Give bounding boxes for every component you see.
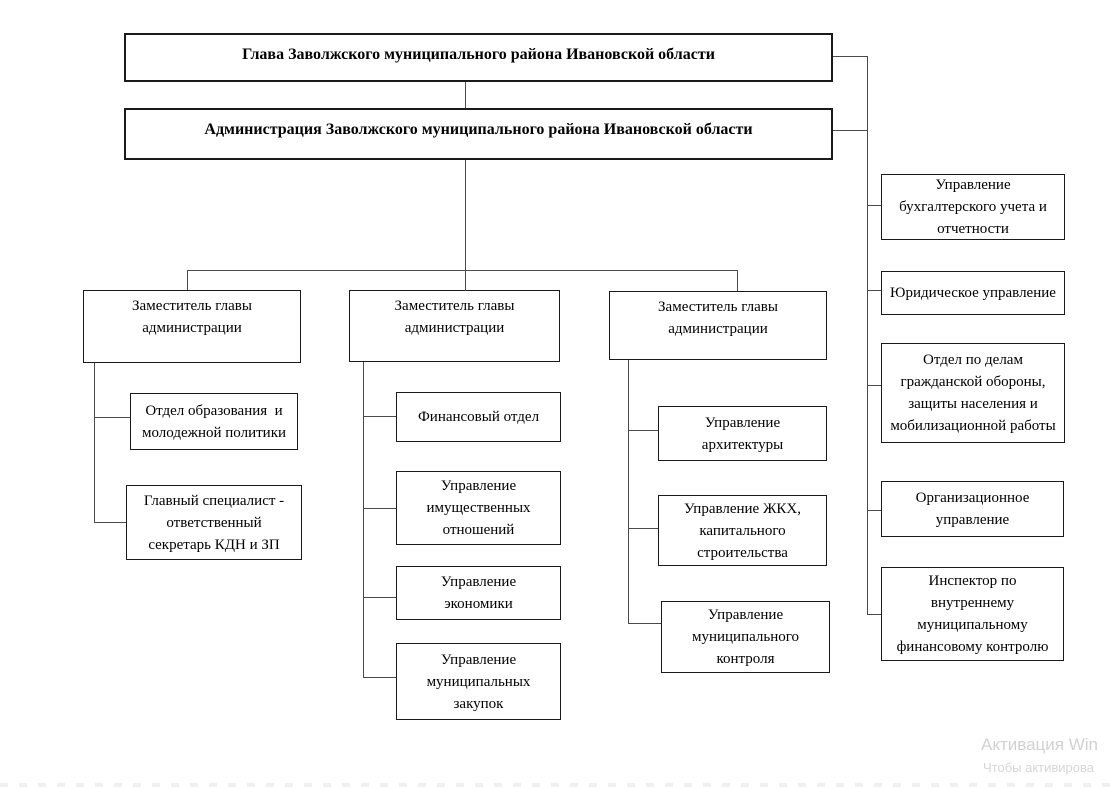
box-line: муниципальных	[426, 673, 531, 690]
connector-stub-property	[363, 508, 396, 509]
box-line: Управление	[440, 651, 517, 668]
connector-deputy3-spine	[628, 360, 629, 623]
box-line: внутреннему	[930, 595, 1015, 611]
connector-stub-economy	[363, 597, 396, 598]
box-line: Заместитель главы	[658, 299, 778, 315]
box-line: Заместитель главы	[394, 298, 515, 314]
org-box-deputy-3	[609, 291, 827, 360]
connector-stub-education	[94, 417, 130, 418]
org-box-finance-dept	[396, 392, 561, 442]
org-box-civil-defense	[881, 343, 1065, 443]
connector-right-trunk	[867, 56, 868, 614]
box-line: Глава Заволжского муниципального района Ивановской области	[242, 46, 715, 63]
connector-stub-legal	[867, 290, 881, 291]
box-line: администрации	[404, 320, 505, 336]
box-line: строительства	[697, 544, 788, 561]
org-box-finance-inspector	[881, 567, 1064, 661]
box-line: муниципального	[691, 629, 800, 645]
box-line: секретарь КДН и ЗП	[148, 536, 280, 553]
connector-stub-organizational	[867, 510, 881, 511]
connector-deputy2-spine	[363, 362, 364, 677]
connector-stub-inspector	[867, 614, 881, 615]
org-box-economy	[396, 566, 561, 620]
box-line: муниципальному	[917, 617, 1028, 633]
org-box-property-relations	[396, 471, 561, 545]
box-line: имущественных	[426, 500, 531, 516]
box-line: Управление	[704, 414, 781, 431]
org-box-accounting	[881, 174, 1065, 240]
windows-activation-watermark-title: Активация Win	[981, 735, 1098, 754]
box-line: Главный специалист -	[143, 492, 285, 509]
connector-stub-kdn	[94, 522, 126, 523]
dashed-divider	[0, 783, 1110, 787]
connector-stub-civil-defense	[867, 385, 881, 386]
box-line: закупок	[453, 695, 504, 712]
box-line: Финансовый отдел	[417, 409, 540, 425]
org-box-administration	[124, 108, 833, 160]
connector-stub-finance	[363, 416, 396, 417]
connector-drop-deputy3	[737, 270, 738, 291]
org-box-zhkh-construction	[658, 495, 827, 566]
box-line: архитектуры	[701, 436, 784, 453]
box-line: Управление	[707, 607, 784, 623]
connector-admin-trunk	[465, 160, 466, 291]
box-line: бухгалтерского учета и	[899, 199, 1047, 215]
box-line: контроля	[716, 651, 775, 667]
box-line: отчетности	[937, 221, 1009, 237]
box-line: Администрация Заволжского муниципального района Ивановской области	[204, 121, 753, 138]
box-line: капитального	[699, 522, 786, 539]
connector-drop-deputy1	[187, 270, 188, 290]
org-box-legal	[881, 271, 1065, 315]
box-line: Управление	[440, 478, 517, 494]
connector-stub-zhkh	[628, 528, 658, 529]
box-line: администрации	[668, 321, 768, 337]
box-line: Управление	[935, 177, 1011, 193]
box-line: Отдел по делам	[923, 352, 1023, 368]
box-line: Управление	[440, 574, 517, 590]
box-line: управление	[935, 512, 1010, 528]
org-box-municipal-procurement	[396, 643, 561, 720]
connector-deputy1-spine	[94, 363, 95, 522]
org-box-education-dept	[130, 393, 298, 450]
connector-deputies-rail	[187, 270, 737, 271]
connector-stub-architecture	[628, 430, 658, 431]
connector-stub-procurement	[363, 677, 396, 678]
box-line: Управление ЖКХ,	[683, 500, 801, 517]
box-line: ответственный	[166, 514, 262, 531]
connector-glava-admin	[465, 82, 466, 108]
box-line: Юридическое управление	[890, 285, 1056, 301]
connector-stub-mun-control	[628, 623, 661, 624]
connector-stub-admin-right	[833, 130, 867, 131]
box-line: Инспектор по	[928, 573, 1017, 589]
windows-activation-watermark-subtitle: Чтобы активирова	[983, 760, 1095, 775]
connector-stub-glava-right	[833, 56, 867, 57]
box-line: Отдел образования и	[145, 402, 283, 419]
box-line: финансовому контролю	[896, 639, 1049, 655]
org-box-organizational	[881, 481, 1064, 537]
box-line: экономики	[444, 596, 513, 612]
org-box-municipal-control	[661, 601, 830, 673]
box-line: гражданской обороны,	[900, 374, 1046, 390]
box-line: Организационное	[915, 490, 1030, 506]
connector-stub-accounting	[867, 205, 881, 206]
box-line: отношений	[442, 522, 515, 538]
org-box-kdn-secretary	[126, 485, 302, 560]
box-line: Заместитель главы	[132, 298, 252, 314]
box-line: защиты населения и	[908, 396, 1038, 412]
org-box-deputy-1	[83, 290, 301, 363]
box-line: мобилизационной работы	[890, 418, 1056, 434]
org-box-head-of-district	[124, 33, 833, 82]
box-line: молодежной политики	[141, 424, 287, 441]
org-box-architecture	[658, 406, 827, 461]
box-line: администрации	[142, 320, 242, 336]
org-box-deputy-2	[349, 290, 560, 362]
